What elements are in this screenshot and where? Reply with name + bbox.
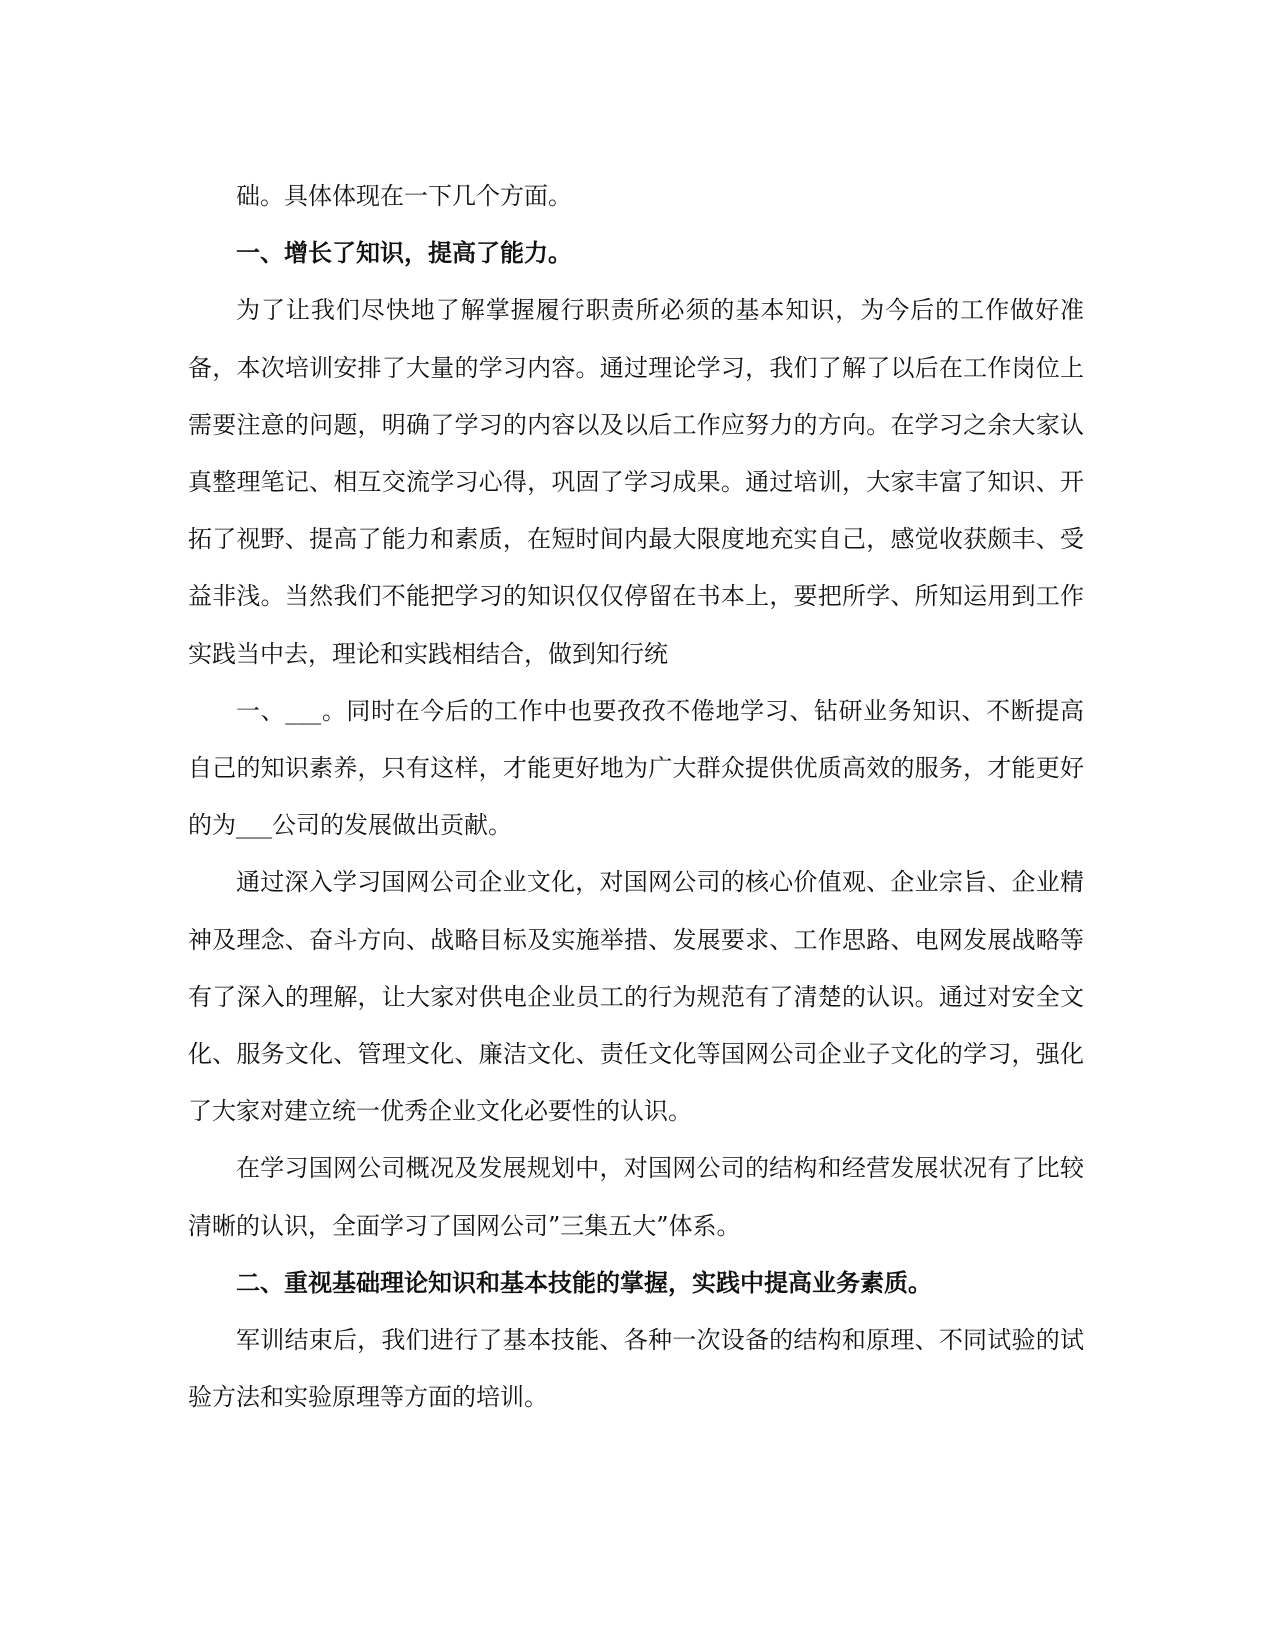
paragraph-continuation: 础。具体体现在一下几个方面。: [236, 182, 572, 210]
paragraph-knowledge: 为了让我们尽快地了解掌握履行职责所必须的基本知识，为今后的工作做好准备，本次培训安排了大量的学习内容。通过理论学习，我们了解了以后在工作岗位上需要注意的问题，明确了学习的内容以及以后工作应努力的方向。在学习之余大家认真整理笔记、相互交流学习心得，巩固了学习成果。通过培训，大家丰富了知识、开拓了视野、提高了能力和素质，在短时间内最大限度地充实自己，感觉收获颇丰、受益非浅。当然我们不能把学习的知识仅仅停留在书本上，要把所学、所知运用到工作实践当中去，理论和实践相结合，做到知行统: [188, 296, 1084, 668]
paragraph-service: 一、___。同时在今后的工作中也要孜孜不倦地学习、钻研业务知识、不断提高自己的知识素养，只有这样，才能更好地为广大群众提供优质高效的服务，才能更好的为___公司的发展做出贡献。: [188, 696, 1084, 840]
section-heading-2: 二、重视基础理论知识和基本技能的掌握，实践中提高业务素质。: [236, 1268, 932, 1297]
paragraph-culture: 通过深入学习国网公司企业文化，对国网公司的核心价值观、企业宗旨、企业精神及理念、奋斗方向、战略目标及实施举措、发展要求、工作思路、电网发展战略等有了深入的理解，让大家对供电企业员工的行为规范有了清楚的认识。通过对安全文化、服务文化、管理文化、廉洁文化、责任文化等国网公司企业子文化的学习，强化了大家对建立统一优秀企业文化必要性的认识。: [188, 868, 1084, 1126]
document-body: [188, 168, 1084, 1426]
paragraph-overview: 在学习国网公司概况及发展规划中，对国网公司的结构和经营发展状况有了比较清晰的认识，全面学习了国网公司”三集五大”体系。: [188, 1154, 1084, 1240]
paragraph-training: 军训结束后，我们进行了基本技能、各种一次设备的结构和原理、不同试验的试验方法和实验原理等方面的培训。: [188, 1326, 1084, 1412]
section-heading-1: 一、增长了知识，提高了能力。: [236, 239, 572, 268]
